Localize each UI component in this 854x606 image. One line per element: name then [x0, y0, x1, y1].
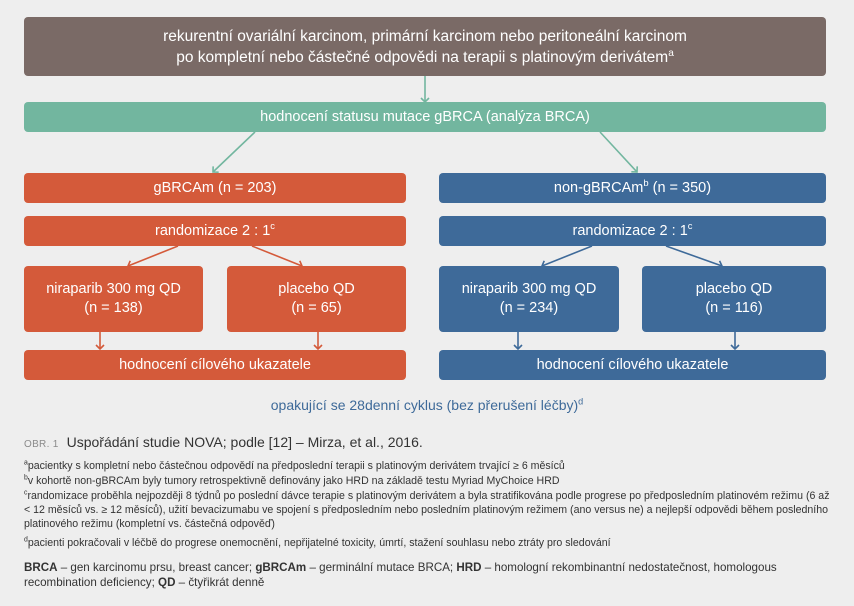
right-placebo-box — [642, 266, 826, 332]
population-line1: rekurentní ovariální karcinom, primární karcinom nebo peritoneální karcinom — [163, 27, 687, 45]
right-placebo-n: (n = 116) — [705, 300, 763, 316]
footnote-d: $^d$pacienti pokračovali v léčbě do progrese onemocnění, nepřijatelné toxicity, úmrtí, stažení souhlasu nebo ztráty pro sledování — [24, 536, 611, 549]
abbreviations: BRCA – gen karcinomu prsu, breast cancer; gBRCAm – germinální mutace BRCA; HRD – homologní rekombinantní nedostatečnost, homologous recombination deficiency; QD – čtyřikrát denně — [24, 561, 777, 589]
left-niraparib-box — [24, 266, 203, 332]
right-randomization-label: randomizace 2 : 1$^c$ — [572, 219, 693, 239]
left-placebo-box — [227, 266, 406, 332]
footnote-c: $^c$randomizace proběhla nejpozději 8 týdnů po poslední dávce terapie s platinovým derivátem a byla stratifikována podle progrese po předposledním platinovém režimu (6 až < 12 měsíců vs. ≥ 12 měsíců), užití bevacizumabu ve spojení s předposledním nebo posledním platinovým režimem (ano versus ne) a nejlepší odpovědi během posledního platinového režimu (kompletní vs. částečná odpověď) — [24, 489, 830, 530]
arrow-to-right-group — [600, 132, 637, 172]
left-niraparib-n: (n = 138) — [84, 300, 143, 316]
arrow-left-random-arm1 — [128, 246, 178, 266]
right-endpoint-label: hodnocení cílového ukazatele — [536, 356, 729, 373]
arrow-left-random-arm2 — [252, 246, 302, 266]
right-placebo-drug: placebo QD — [695, 281, 773, 297]
right-group-box — [439, 173, 826, 203]
figure-label: OBR. 1 — [24, 439, 59, 450]
footnote-a: $^a$pacientky s kompletní nebo částečnou odpovědí na předposlední terapii s platinovým derivátem trvající ≥ 6 měsíců — [24, 459, 565, 472]
population-line2: po kompletní nebo částečné odpovědi na terapii s platinovým derivátem$^a$ — [176, 47, 674, 66]
right-endpoint-box — [439, 350, 826, 380]
assessment-label: hodnocení statusu mutace gBRCA (analýza BRCA) — [260, 108, 590, 125]
arrow-right-random-arm1 — [542, 246, 592, 266]
assessment-box — [24, 102, 826, 132]
right-niraparib-n: (n = 234) — [499, 300, 559, 316]
left-endpoint-label: hodnocení cílového ukazatele — [119, 356, 311, 373]
footnote-b: $^b$v kohortě non-gBRCAm byly tumory retrospektivně definovány jako HRD na základě testu Myriad MyChoice HRD — [24, 474, 560, 487]
cycle-note: opakující se 28denní cyklus (bez přerušení léčby)$^d$ — [270, 396, 584, 413]
right-randomization-box — [439, 216, 826, 246]
arrow-to-left-group — [213, 132, 255, 172]
arrow-right-random-arm2 — [666, 246, 722, 266]
figure-caption — [24, 434, 423, 450]
left-randomization-box — [24, 216, 406, 246]
right-group-label: non-gBRCAm$^b$ (n = 350) — [553, 176, 712, 196]
left-endpoint-box — [24, 350, 406, 380]
figure-caption-text: Uspořádání studie NOVA; podle [12] – Mirza, et al., 2016. — [66, 434, 423, 450]
left-group-box — [24, 173, 406, 203]
left-niraparib-drug: niraparib 300 mg QD — [46, 281, 181, 297]
left-randomization-label: randomizace 2 : 1$^c$ — [155, 219, 275, 239]
right-niraparib-box — [439, 266, 619, 332]
left-placebo-drug: placebo QD — [278, 281, 355, 297]
right-niraparib-drug: niraparib 300 mg QD — [461, 281, 597, 297]
population-box — [24, 17, 826, 76]
left-placebo-n: (n = 65) — [291, 300, 342, 316]
left-group-label: gBRCAm (n = 203) — [153, 179, 277, 196]
